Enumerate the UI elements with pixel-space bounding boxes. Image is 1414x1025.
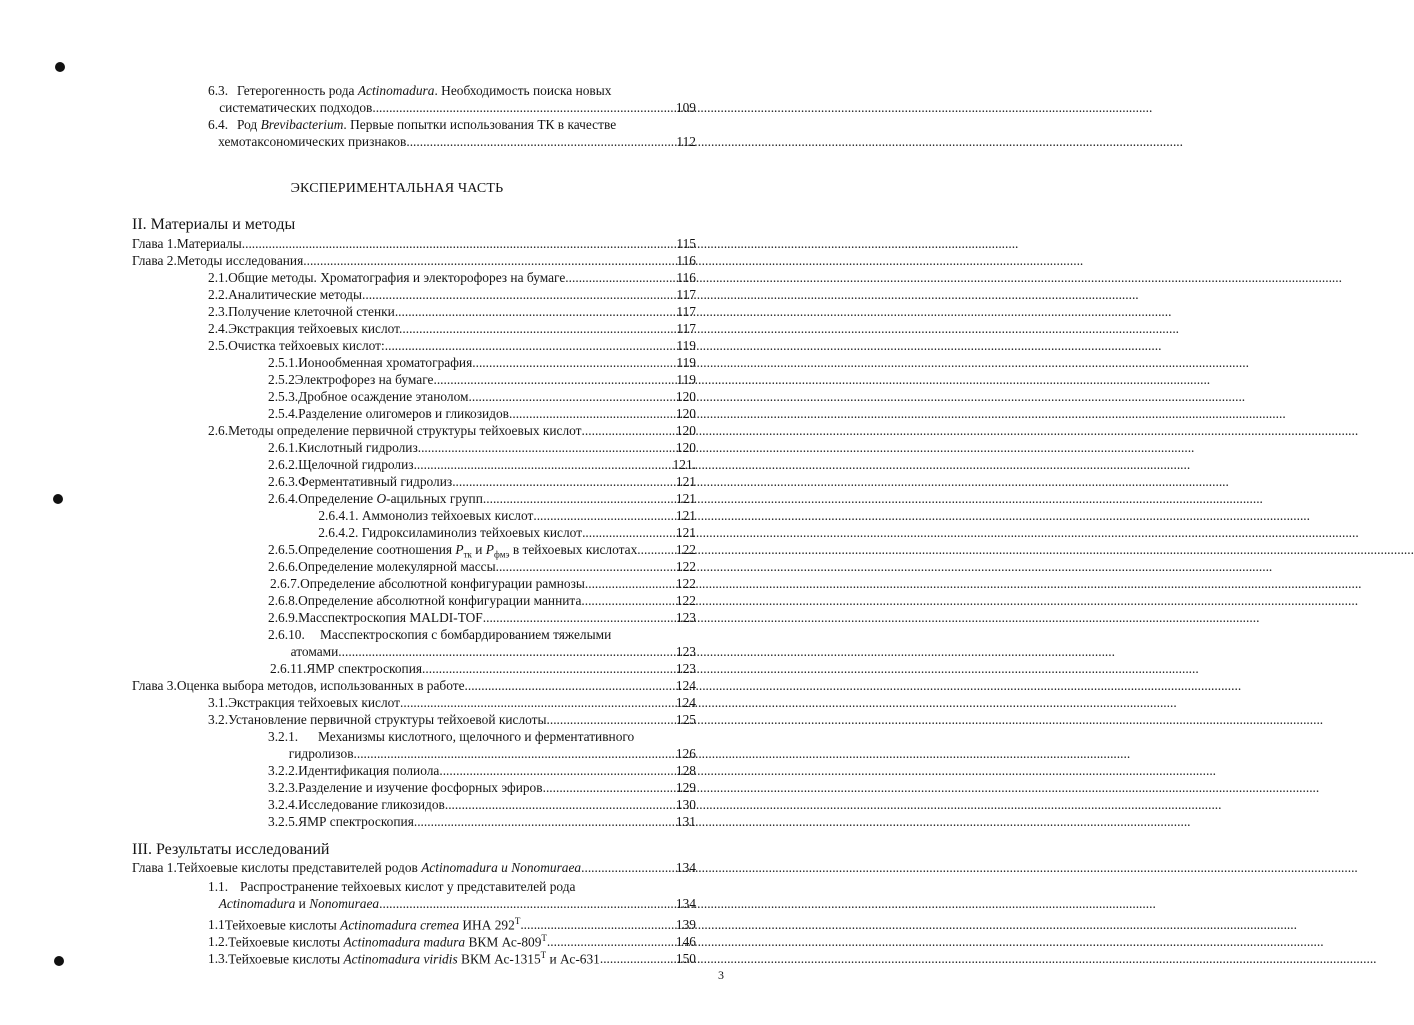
toc-page-number: 126 <box>675 746 696 761</box>
toc-entry-title: Тейхоевые кислоты Actinomadura madura ВКМ $Ас-809^Т$ <box>228 933 547 950</box>
toc-leader-dots <box>418 440 676 456</box>
toc-entry[interactable] <box>268 440 696 456</box>
toc-entry[interactable] <box>208 100 696 116</box>
toc-page-number: 117 <box>676 304 696 319</box>
toc-entry[interactable] <box>318 525 696 541</box>
toc-entry-title: Получение клеточной стенки <box>228 304 395 319</box>
punch-hole-icon <box>53 494 63 504</box>
toc-entry-title: Дробное осаждение этанолом <box>298 389 469 404</box>
toc-leader-dots <box>445 797 676 813</box>
toc-entry-number: 2.5.3. <box>268 389 299 404</box>
toc-leader-dots <box>422 661 676 677</box>
toc-entry-number: 2.6.4. <box>268 491 299 506</box>
toc-leader-dots <box>414 457 673 473</box>
toc-page-number: 116 <box>676 253 696 268</box>
toc-leader-dots <box>581 860 676 876</box>
toc-page-number: 131 <box>675 814 696 829</box>
toc-entry[interactable] <box>208 879 696 895</box>
toc-entry-number: 2.6.2. <box>268 457 299 472</box>
toc-entry[interactable] <box>208 304 696 320</box>
toc-page-number: 112 <box>676 134 696 149</box>
toc-page-number: 124 <box>675 678 696 693</box>
toc-entry[interactable] <box>132 253 696 269</box>
toc-entry-title: Экстракция тейхоевых кислот. <box>228 321 403 336</box>
toc-leader-dots <box>376 100 676 116</box>
toc-entry-title: Тейхоевые кислоты Actinomadura viridis ВКМ $Ас-1315^Т$ и Ас-631 <box>228 950 600 967</box>
toc-entry-number: 2.5.1. <box>268 355 299 370</box>
toc-leader-dots <box>486 491 676 507</box>
toc-entry-number: 1.3. <box>208 951 229 967</box>
toc-page-number: 134 <box>675 896 696 911</box>
toc-entry-title: Определение абсолютной конфигурации рамнозы <box>300 576 585 591</box>
section-3-title: III. Результаты исследований <box>132 841 330 858</box>
toc-entry-title: Actinomadura и Nonomuraea <box>218 896 380 911</box>
toc-entry[interactable] <box>208 695 696 711</box>
toc-entry-title: Электрофорез на бумаге <box>294 372 434 387</box>
toc-page-number: 119 <box>676 355 696 370</box>
toc-entry-number: 2.6.9. <box>268 610 299 625</box>
toc-entry-title: Распространение тейхоевых кислот у представителей рода <box>240 879 576 894</box>
toc-leader-dots <box>307 253 677 269</box>
toc-leader-dots <box>400 695 676 711</box>
toc-page-number: 120 <box>675 406 696 421</box>
toc-entry[interactable] <box>132 678 696 694</box>
toc-page-number: 125 <box>675 712 696 727</box>
toc-entry-number: 2.6.7. <box>270 576 301 591</box>
toc-entry-title: ЯМР спектроскопия <box>298 814 414 829</box>
toc-page-number: 123 <box>675 661 696 676</box>
toc-entry[interactable] <box>268 389 696 405</box>
toc-entry-title: Экстракция тейхоевых кислот <box>228 695 401 710</box>
toc-entry[interactable] <box>208 338 696 354</box>
toc-page-number: 128 <box>675 763 696 778</box>
toc-page-number: 130 <box>675 797 696 812</box>
toc-page-number: 129 <box>675 780 696 795</box>
toc-leader-dots <box>402 321 676 337</box>
toc-entry[interactable] <box>268 746 696 762</box>
toc-page-number: 120 <box>675 440 696 455</box>
toc-entry-number: 2.6.5. <box>268 542 299 557</box>
toc-entry-number: 6.3. <box>208 83 229 98</box>
toc-entry-number: 2.4. <box>208 321 229 336</box>
toc-entry-title: Гетерогенность рода Actinomadura. Необходимость поиска новых <box>237 83 612 98</box>
toc-entry-title: Разделение олигомеров и гликозидов <box>298 406 510 421</box>
toc-page-number: 109 <box>675 100 696 115</box>
toc-leader-dots <box>439 763 676 779</box>
toc-entry-number: 3.2.3. <box>268 780 299 795</box>
toc-page-number: 122 <box>675 542 696 557</box>
toc-entry[interactable] <box>132 236 696 252</box>
toc-entry-number: 3.2. <box>208 712 229 727</box>
toc-leader-dots <box>242 236 677 252</box>
toc-entry[interactable] <box>268 644 696 660</box>
toc-entry[interactable] <box>268 797 696 813</box>
toc-entry-title: гидролизов <box>288 746 354 761</box>
toc-entry-title: 2.6.4.2. Гидроксиламинолиз тейхоевых кислот <box>318 525 583 540</box>
toc-entry[interactable] <box>208 712 696 728</box>
toc-entry[interactable] <box>132 860 696 876</box>
toc-entry[interactable] <box>268 814 696 830</box>
toc-leader-dots <box>469 389 676 405</box>
toc-leader-dots <box>406 134 676 150</box>
toc-entry[interactable] <box>268 780 696 796</box>
toc-entry[interactable] <box>318 508 696 524</box>
section-2-title: II. Материалы и методы <box>132 216 296 233</box>
toc-entry[interactable] <box>268 627 696 643</box>
toc-entry-title: Определение молекулярной массы <box>298 559 496 574</box>
toc-leader-dots <box>585 576 676 592</box>
toc-entry-title: 2.6.4.1. Аммонолиз тейхоевых кислот <box>318 508 534 523</box>
toc-leader-dots <box>465 678 676 694</box>
toc-leader-dots <box>582 423 676 439</box>
toc-entry-title: Кислотный гидролиз <box>298 440 418 455</box>
toc-entry-title: Оценка выбора методов, использованных в работе <box>176 678 465 693</box>
toc-entry-number: 2.6.10. <box>268 627 305 642</box>
toc-leader-dots <box>414 814 676 830</box>
toc-entry[interactable] <box>268 610 696 626</box>
toc-entry[interactable] <box>208 134 696 150</box>
toc-leader-dots <box>362 287 676 303</box>
toc-leader-dots <box>338 644 676 660</box>
toc-entry-number: Глава 3. <box>132 678 177 693</box>
toc-page-number: 119 <box>676 372 696 387</box>
toc-page-number: 120 <box>675 423 696 438</box>
toc-entry-number: 3.2.2. <box>268 763 299 778</box>
toc-leader-dots <box>543 780 676 796</box>
toc-entry[interactable] <box>268 729 696 745</box>
toc-entry-title: Методы исследования. <box>176 253 307 268</box>
toc-entry-title: Исследование гликозидов <box>298 797 445 812</box>
toc-entry-number: Глава 2. <box>132 253 177 268</box>
toc-entry[interactable] <box>208 896 696 912</box>
toc-entry[interactable] <box>268 763 696 779</box>
toc-entry[interactable] <box>268 372 696 388</box>
toc-entry-title: Определение O-ацильных групп. <box>298 491 487 506</box>
toc-leader-dots <box>509 406 676 422</box>
toc-entry-title: Масспектроскопия MALDI-TOF <box>298 610 483 625</box>
toc-entry-title: Тейхоевые кислоты представителей родов Actinomadura и Nonomuraea <box>176 860 582 875</box>
toc-page-number: 120 <box>675 389 696 404</box>
toc-entry-title: Масспектроскопия с бомбардированием тяжелыми <box>320 627 612 642</box>
toc-entry-title: Щелочной гидролиз <box>298 457 414 472</box>
toc-leader-dots <box>385 338 677 354</box>
toc-entry[interactable] <box>268 559 696 575</box>
toc-leader-dots <box>354 746 676 762</box>
toc-entry-number: Глава 1. <box>132 236 177 251</box>
toc-entry-title: ЯМР спектроскопия <box>306 661 423 676</box>
toc-entry-title: хемотаксономических признаков <box>218 134 407 149</box>
toc-entry-number: 2.3. <box>208 304 229 319</box>
toc-leader-dots <box>433 372 676 388</box>
toc-entry[interactable] <box>208 270 696 286</box>
toc-entry-number: 1.1 <box>208 917 225 933</box>
toc-page-number: 121 <box>675 525 696 540</box>
toc-page-number: 117 <box>676 321 696 336</box>
toc-entry[interactable] <box>268 593 696 609</box>
toc-page-number: 115 <box>676 236 696 251</box>
toc-leader-dots <box>637 542 676 558</box>
toc-entry-number: 3.2.5. <box>268 814 299 829</box>
toc-entry[interactable] <box>268 491 696 507</box>
toc-page-number: 123 <box>675 644 696 659</box>
toc-entry-title: Идентификация полиола <box>298 763 440 778</box>
toc-entry-number: 2.6.6. <box>268 559 299 574</box>
toc-entry-number: Глава 1. <box>132 860 177 875</box>
toc-entry-number: 6.4. <box>208 117 229 132</box>
toc-entry-number: 2.6.3. <box>268 474 299 489</box>
toc-entry-title: Род Brevibacterium. Первые попытки использования ТК в качестве <box>237 117 617 132</box>
toc-entry-title: Разделение и изучение фосфорных эфиров <box>298 780 543 795</box>
toc-entry-title: Тейхоевые кислоты Actinomadura cremea ИНА $292^Т$ <box>224 916 521 933</box>
toc-entry-number: 2.6.11. <box>270 661 307 676</box>
toc-page-number: 121 <box>675 508 696 523</box>
toc-entry-title: Методы определение первичной структуры тейхоевых кислот <box>228 423 582 438</box>
toc-leader-dots <box>395 304 677 320</box>
toc-leader-dots <box>483 610 676 626</box>
toc-entry-title: Общие методы. Хроматография и электорофорез на бумаге <box>228 270 566 285</box>
toc-leader-dots <box>600 951 676 967</box>
toc-page-number: 122 <box>675 593 696 608</box>
toc-entry[interactable] <box>268 406 696 422</box>
toc-entry-number: 3.2.4. <box>268 797 299 812</box>
page-number: 3 <box>718 968 724 982</box>
toc-leader-dots <box>472 355 676 371</box>
toc-page-number: 123 <box>675 610 696 625</box>
toc-page-number: 117 <box>676 287 696 302</box>
toc-entry[interactable] <box>208 117 696 133</box>
toc-entry-number: 2.5. <box>208 338 229 353</box>
toc-entry-number: 1.2. <box>208 934 229 950</box>
toc-page-number: 139 <box>675 917 696 933</box>
toc-entry[interactable] <box>208 321 696 337</box>
toc-leader-dots <box>582 525 676 541</box>
toc-entry-title: атомами <box>290 644 339 659</box>
toc-entry[interactable] <box>208 947 696 967</box>
toc-entry-number: 2.6. <box>208 423 229 438</box>
toc-entry-title: Определение абсолютной конфигурации маннита <box>298 593 582 608</box>
toc-entry[interactable] <box>208 287 696 303</box>
toc-page-number: 150 <box>675 951 696 967</box>
toc-leader-dots <box>452 474 676 490</box>
toc-entry-number: 2.1. <box>208 270 229 285</box>
toc-entry-title: Очистка тейхоевых кислот: <box>228 338 385 353</box>
toc-page-number: 134 <box>675 860 696 875</box>
toc-entry[interactable] <box>208 423 696 439</box>
toc-page-number: 124 <box>675 695 696 710</box>
toc-entry[interactable] <box>268 474 696 490</box>
toc-entry-title: Ионообменная хроматография <box>298 355 473 370</box>
toc-entry-number: 2.5.2 <box>268 372 295 387</box>
toc-page-number: 146 <box>675 934 696 950</box>
toc-entry-title: Установление первичной структуры тейхоевой кислоты <box>228 712 547 727</box>
toc-page-number: 119 <box>676 338 696 353</box>
toc-entry[interactable] <box>208 83 696 99</box>
toc-entry-title: Механизмы кислотного, щелочного и ферментативного <box>318 729 635 744</box>
toc-page-number: 122 <box>675 559 696 574</box>
toc-leader-dots <box>565 270 676 286</box>
toc-entry-number: 2.5.4. <box>268 406 299 421</box>
toc-page-number: 121 <box>675 491 696 506</box>
toc-leader-dots <box>547 712 676 728</box>
toc-entry-number: 3.1. <box>208 695 229 710</box>
experimental-heading: ЭКСПЕРИМЕНТАЛЬНАЯ ЧАСТЬ <box>290 181 504 196</box>
punch-hole-icon <box>55 62 65 72</box>
toc-entry-number: 2.6.1. <box>268 440 299 455</box>
toc-leader-dots <box>533 508 676 524</box>
toc-entry-title: Материалы <box>176 236 242 251</box>
toc-entry[interactable] <box>270 576 696 592</box>
toc-entry-number: 3.2.1. <box>268 729 299 744</box>
toc-entry[interactable] <box>268 457 696 473</box>
toc-page-number: 121. <box>672 457 696 472</box>
toc-entry-title: Ферментативный гидролиз <box>298 474 453 489</box>
toc-leader-dots <box>496 559 676 575</box>
toc-entry-title: Определение соотношения $P_{тк}$ и $P_{фмэ}$ в тейхоевых кислотах <box>298 542 638 560</box>
toc-page-number: 122 <box>675 576 696 591</box>
toc-entry-number: 2.2. <box>208 287 229 302</box>
toc-leader-dots <box>581 593 676 609</box>
toc-entry-title: Аналитические методы <box>228 287 362 302</box>
toc-page-number: 116 <box>676 270 696 285</box>
toc-entry[interactable] <box>270 661 696 677</box>
punch-hole-icon <box>54 956 64 966</box>
toc-entry-number: 2.6.8. <box>268 593 299 608</box>
toc-entry-number: 1.1. <box>208 879 229 894</box>
toc-entry[interactable] <box>268 355 696 371</box>
toc-entry-title: систематических подходов. <box>219 100 376 115</box>
toc-page-number: 121 <box>675 474 696 489</box>
toc-leader-dots <box>379 896 676 912</box>
